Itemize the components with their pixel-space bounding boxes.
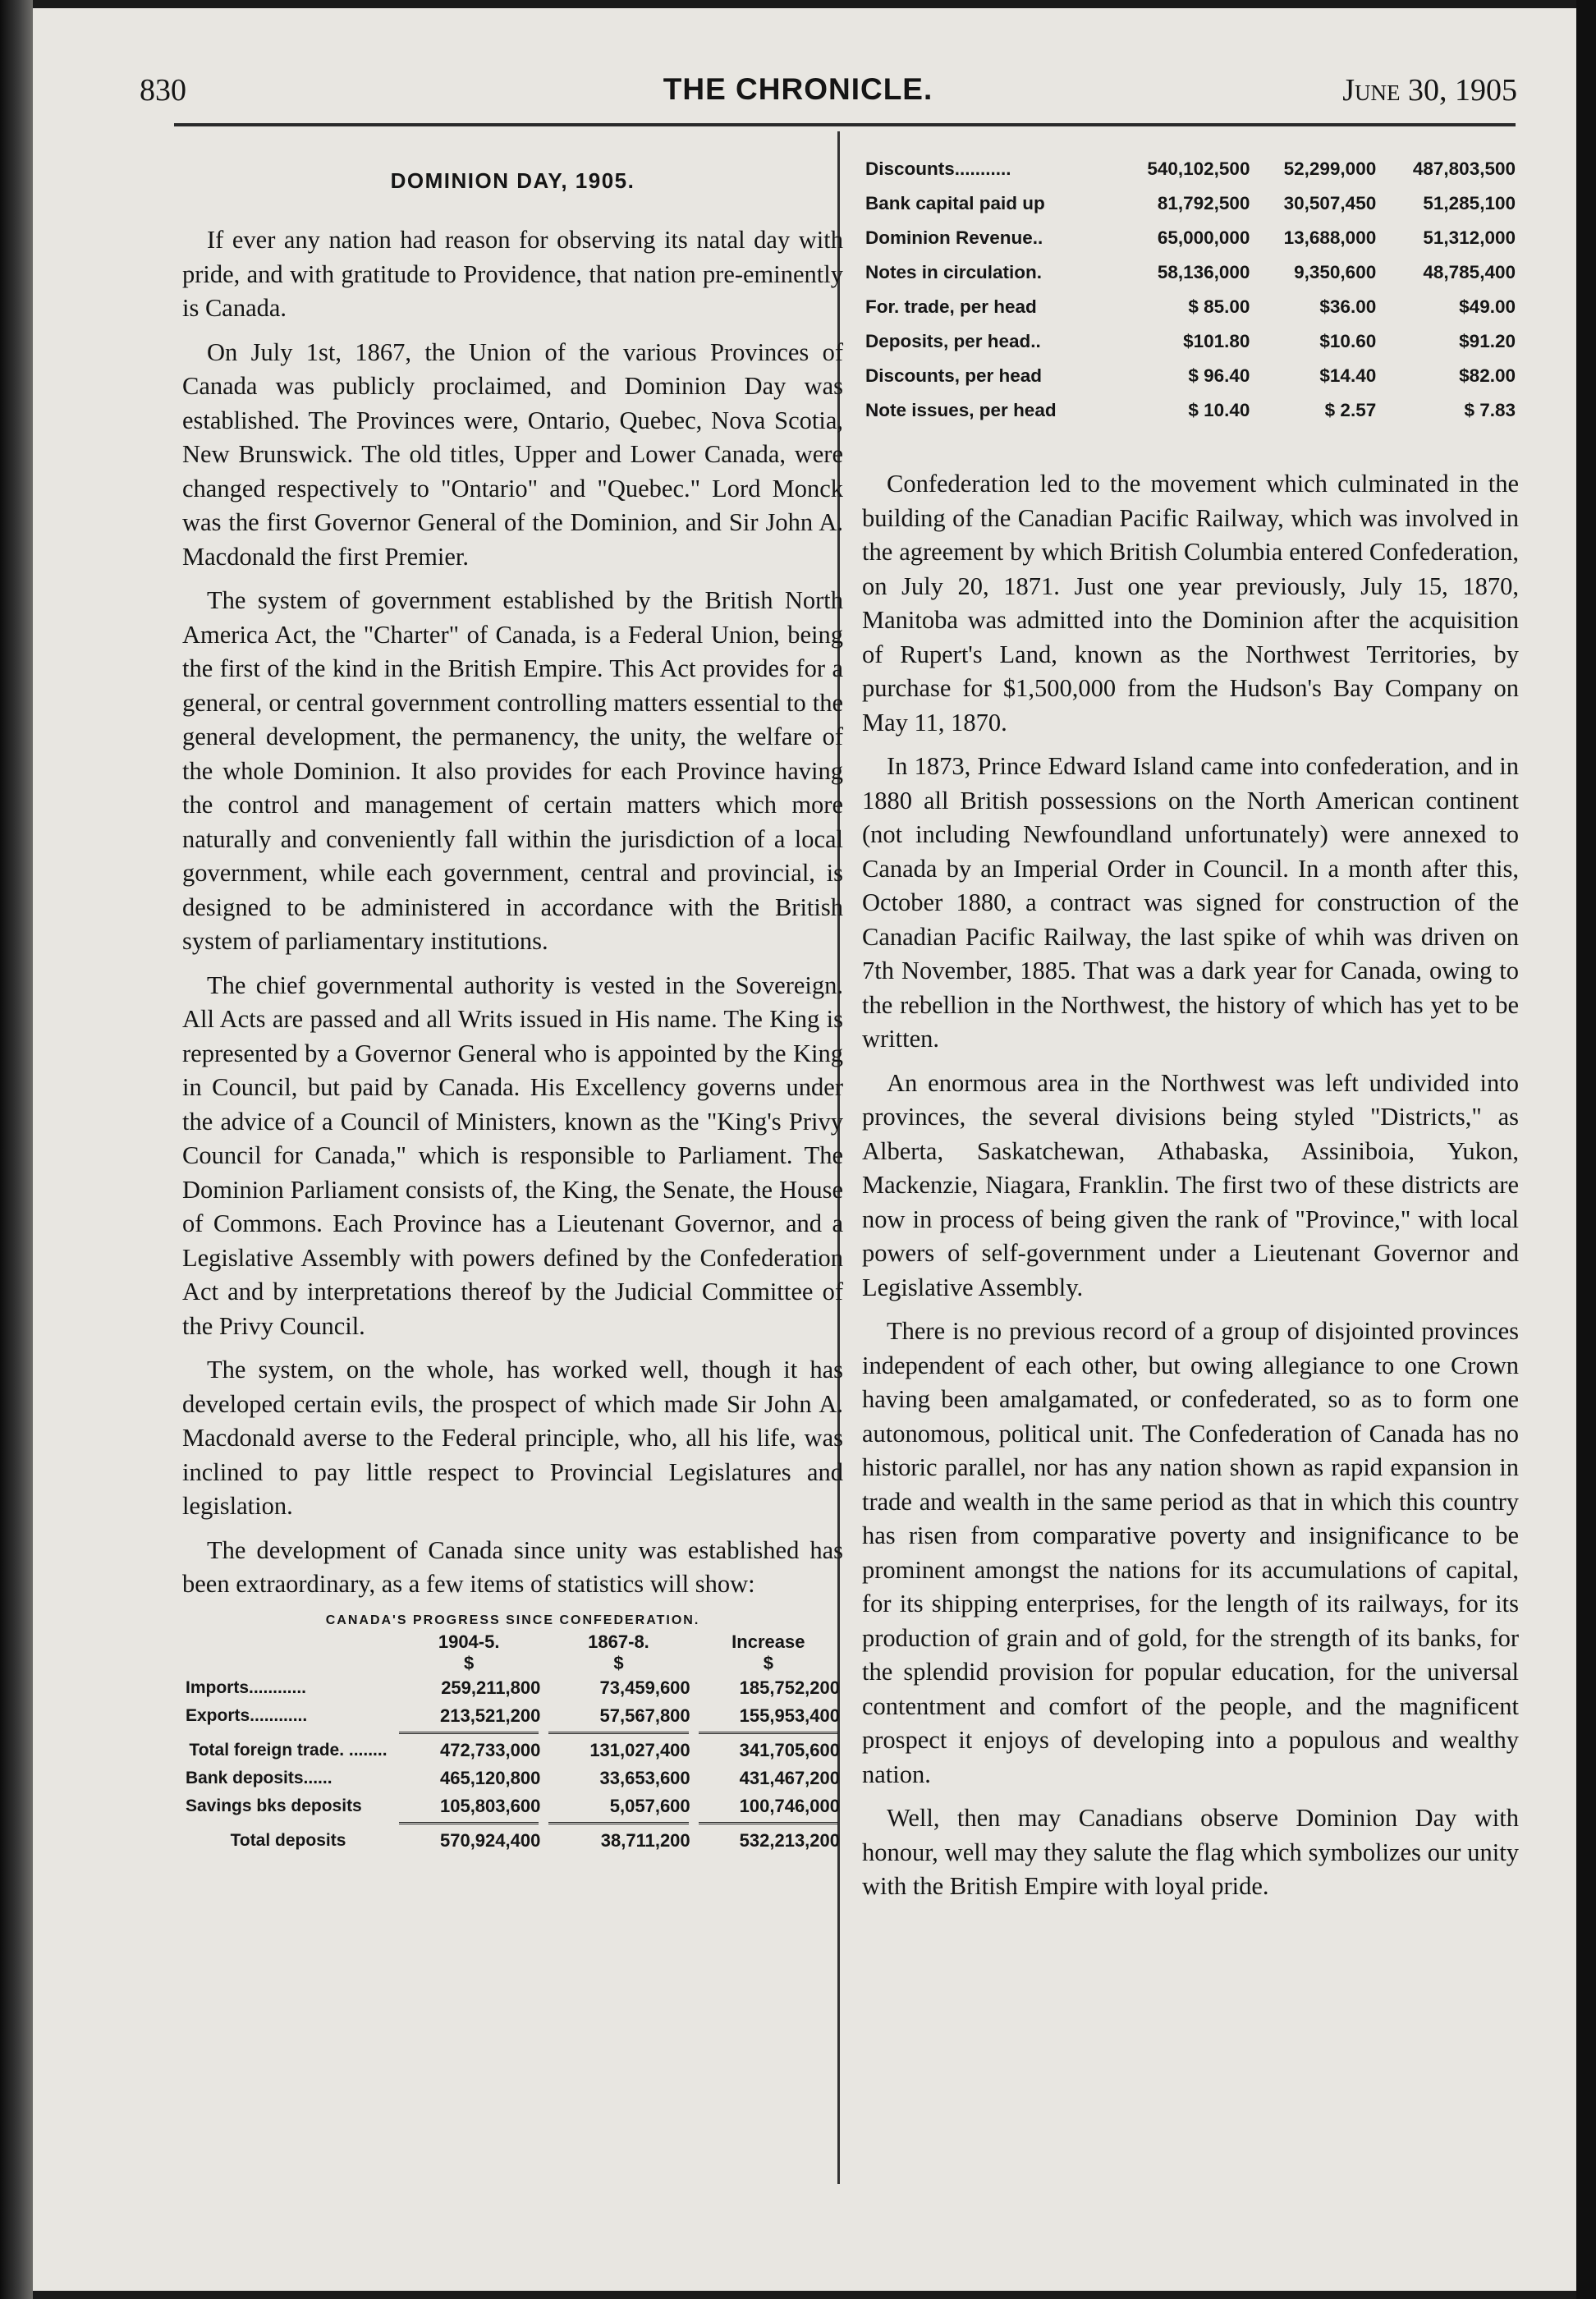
cell: $91.20: [1459, 331, 1516, 351]
row-label: Notes in circulation.: [865, 262, 1043, 282]
sum-rule: [182, 1730, 843, 1737]
right-column: [862, 152, 1519, 1914]
cell: $ 10.40: [1188, 400, 1250, 420]
row-label: For. trade, per head: [865, 296, 1037, 317]
cell: 155,953,400: [739, 1705, 840, 1726]
paragraph: An enormous area in the Northwest was left undivided into provinces, the several divisions being styled "Districts," as Alberta, Saskatchewan, Athabaska, Assiniboia, Yukon, Mackenzie, Niagara, Franklin. The first two of these districts are now in process of being given the rank of "Province," with local powers of self-government under a Lieutenant Governor and Legislative Assembly.: [862, 1068, 1519, 1301]
paragraph: If ever any nation had reason for observing its natal day with pride, and with gratitude to Providence, that nation pre-eminently is Canada.: [182, 226, 843, 322]
row-label: Note issues, per head: [865, 400, 1057, 420]
row-label: Exports............: [186, 1705, 308, 1725]
issue-date: June 30, 1905: [1342, 73, 1517, 108]
next-page-edge: [1576, 0, 1596, 2299]
cell: 9,350,600: [1294, 262, 1377, 282]
paragraph: On July 1st, 1867, the Union of the various Provinces of Canada was publicly proclaimed, and Dominion Day was established. The Provinces were, Ontario, Quebec, Nova Scotia, New Brunswick. The old titles, Upper and Lower Canada, were changed respectively to "Ontario" and "Quebec." Lord Monck was the first Governor General of the Dominion, and Sir John A. Macdonald the first Premier.: [182, 337, 843, 571]
cell: 30,507,450: [1283, 193, 1377, 213]
stats-table-continued: [862, 152, 1519, 428]
page-number: 830: [140, 73, 186, 108]
article-heading: DOMINION DAY, 1905.: [390, 168, 635, 193]
unit-label: $: [613, 1652, 624, 1673]
header-rule: [174, 123, 1516, 126]
table-row: [182, 1737, 843, 1764]
cell: 185,752,200: [739, 1677, 840, 1698]
cell: 48,785,400: [1423, 262, 1516, 282]
cell: $10.60: [1319, 331, 1377, 351]
cell: 58,136,000: [1157, 262, 1250, 282]
cell: 213,521,200: [439, 1705, 541, 1726]
unit-label: $: [763, 1652, 773, 1673]
stats-table-caption: CANADA'S PROGRESS SINCE CONFEDERATION.: [325, 1613, 700, 1627]
cell: 13,688,000: [1283, 227, 1377, 248]
cell: 33,653,600: [599, 1767, 690, 1788]
stats-table: [182, 1631, 843, 1855]
paragraph: The system of government established by the British North America Act, the "Charter" of Canada, is a Federal Union, being the first of the kind in the British Empire. This Act provides for a general, or central government controlling matters essential to the general development, the permanency, the unity, the welfare of the whole Dominion. It also provides for each Province having the control and management of certain matters which more naturally and conveniently fall within the jurisdiction of a local government, while each government, central and provincial, is designed to be administered in accordance with the British system of parliamentary institutions.: [182, 586, 843, 955]
cell: 570,924,400: [439, 1829, 541, 1851]
row-label: Imports............: [186, 1677, 307, 1697]
unit-label: $: [464, 1652, 475, 1673]
table-row: [182, 1702, 843, 1730]
cell: $101.80: [1183, 331, 1250, 351]
cell: 52,299,000: [1283, 158, 1377, 179]
table-row: [862, 255, 1519, 290]
row-label: Discounts, per head: [865, 365, 1043, 386]
cell: 540,102,500: [1147, 158, 1250, 179]
cell: 431,467,200: [739, 1767, 840, 1788]
row-label: Total deposits: [230, 1830, 346, 1850]
table-row: [862, 186, 1519, 221]
cell: $ 96.40: [1188, 365, 1250, 386]
table-row: [862, 290, 1519, 324]
cell: $49.00: [1459, 296, 1516, 317]
unit-row: [182, 1653, 843, 1674]
table-row: [182, 1764, 843, 1792]
binding-spine: [0, 0, 33, 2299]
paragraph: The system, on the whole, has worked well, though it has developed certain evils, the prospect of which made Sir John A. Macdonald averse to the Federal principle, who, all his life, was inclined to pay little respect to Provincial Legislatures and legislation.: [182, 1356, 843, 1520]
paragraph: Well, then may Canadians observe Dominion Day with honour, well may they salute the flag which symbolizes our unity with the British Empire with loyal pride.: [862, 1804, 1519, 1900]
cell: $82.00: [1459, 365, 1516, 386]
table-row: [862, 393, 1519, 428]
cell: 105,803,600: [439, 1795, 541, 1816]
row-label: Discounts...........: [865, 158, 1011, 179]
cell: 532,213,200: [739, 1829, 840, 1851]
row-label: Bank deposits......: [186, 1768, 332, 1787]
column-header: 1867-8.: [588, 1631, 649, 1652]
table-row: [182, 1674, 843, 1702]
table-row: [862, 359, 1519, 393]
row-label: Deposits, per head..: [865, 331, 1041, 351]
table-row: [862, 221, 1519, 255]
row-label: Bank capital paid up: [865, 193, 1045, 213]
cell: 81,792,500: [1157, 193, 1250, 213]
column-header: Increase: [732, 1631, 805, 1652]
table-row: [862, 152, 1519, 186]
cell: 465,120,800: [439, 1767, 541, 1788]
row-label: Dominion Revenue..: [865, 227, 1043, 248]
paragraph: Confederation led to the movement which culminated in the building of the Canadian Pacific Railway, which was involved in the agreement by which British Columbia entered Confederation, on July 20, 1871. Just one year previously, July 15, 1870, Manitoba was admitted into the Dominion after the acquisition of Rupert's Land, known as the Northwest Territories, by purchase for $1,500,000 from the Hudson's Bay Company on May 11, 1870.: [862, 470, 1519, 737]
cell: 100,746,000: [739, 1795, 840, 1816]
cell: 73,459,600: [599, 1677, 690, 1698]
cell: 487,803,500: [1412, 158, 1516, 179]
cell: 51,312,000: [1423, 227, 1516, 248]
row-label: Savings bks deposits: [186, 1796, 362, 1815]
table-row: [862, 324, 1519, 359]
cell: $ 2.57: [1324, 400, 1377, 420]
table-row: [182, 1827, 843, 1855]
cell: 341,705,600: [739, 1739, 840, 1760]
cell: 65,000,000: [1157, 227, 1250, 248]
cell: 38,711,200: [600, 1829, 690, 1851]
paragraph: The chief governmental authority is vested in the Sovereign. All Acts are passed and all Writs issued in His name. The King is represented by a Governor General who is appointed by the King in Council, but paid by Canada. His Excellency governs under the advice of a Council of Ministers, known as the "King's Privy Council for Canada," which is responsible to Parliament. The Dominion Parliament consists of, the King, the Senate, the House of Commons. Each Province has a Lieutenant Governor, and a Legislative Assembly with powers defined by the Confederation Act and by interpretations thereof by the Judicial Committee of the Privy Council.: [182, 971, 843, 1340]
cell: $ 85.00: [1188, 296, 1250, 317]
cell: 259,211,800: [441, 1677, 541, 1698]
paragraph: The development of Canada since unity was established has been extraordinary, as a few items of statistics will show:: [182, 1535, 843, 1598]
table-row: [182, 1792, 843, 1820]
paragraph: There is no previous record of a group of disjointed provinces independent of each other, but owing allegiance to one Crown having been amalgamated, or confederated, so as to form one autonomous, political unit. The Confederation of Canada has no historic parallel, nor has any nation shown as rapid expansion in trade and wealth in the same period as that in which this country has risen from comparative poverty and insignificance to be prominent amongst the nations for its accumulations of capital, for its shipping enterprises, for the length of its railways, for its production of grain and of gold, for the strength of its banks, for the splendid provision for popular education, for the universal contentment and comfort of the people, and the magnificent prospect it enjoys of developing into a populous and wealthy nation.: [862, 1317, 1519, 1788]
cell: $36.00: [1319, 296, 1377, 317]
cell: 51,285,100: [1423, 193, 1516, 213]
cell: 5,057,600: [609, 1795, 690, 1816]
cell: 131,027,400: [589, 1739, 690, 1760]
paragraph: In 1873, Prince Edward Island came into confederation, and in 1880 all British possessions on the North American continent (not including Newfoundland unfortunately) were annexed to Canada by an Imperial Order in Council. In a month after this, October 1880, a contract was signed for construction of the Canadian Pacific Railway, the last spike of whih was driven on 7th November, 1885. That was a dark year for Canada, owing to the rebellion in the Northwest, the history of which has yet to be written.: [862, 752, 1519, 1053]
left-column: [182, 152, 843, 1855]
cell: 472,733,000: [439, 1739, 541, 1760]
cell: 57,567,800: [599, 1705, 690, 1726]
running-title: THE CHRONICLE.: [663, 72, 933, 106]
row-label: Total foreign trade. ........: [189, 1740, 388, 1760]
cell: $ 7.83: [1464, 400, 1516, 420]
column-header: 1904-5.: [438, 1631, 500, 1652]
cell: $14.40: [1319, 365, 1377, 386]
table-header-row: [182, 1631, 843, 1653]
sum-rule: [182, 1820, 843, 1827]
